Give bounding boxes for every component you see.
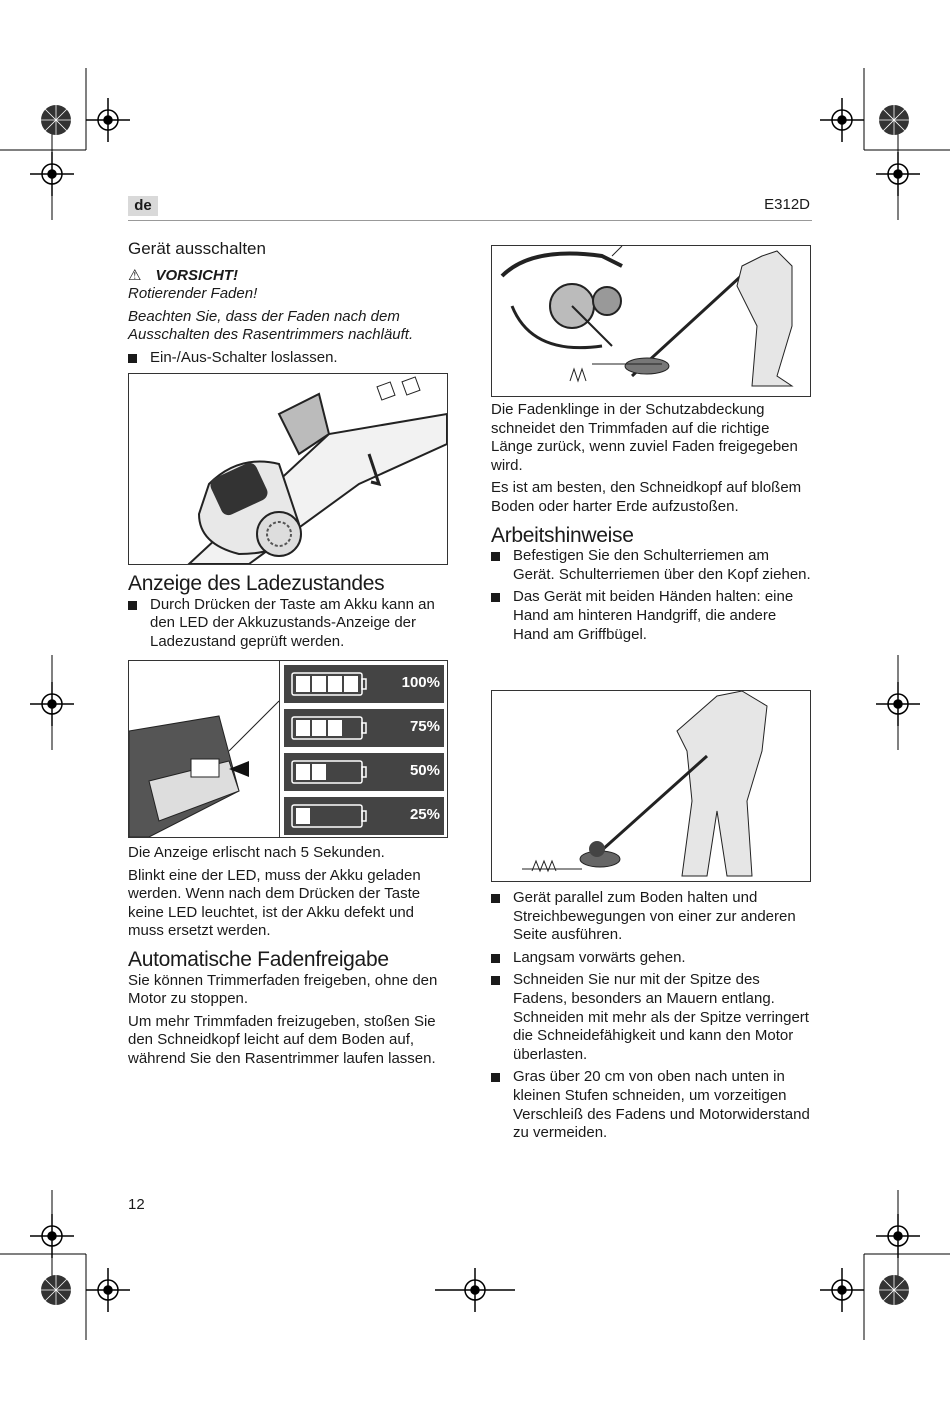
warning-line-2: Beachten Sie, dass der Faden nach dem Ausschalten des Rasentrimmers nachläuft. <box>128 307 414 344</box>
battery-pack-drawing <box>129 661 279 837</box>
section-title-switch-off: Gerät ausschalten <box>128 239 266 258</box>
section-title-work-tips: Arbeitshinweise <box>491 523 634 547</box>
switch-illustration <box>128 373 448 565</box>
battery-indicator-illustration <box>128 660 448 838</box>
work-bullet-5: Schneiden Sie nur mit der Spitze des Fadens, besonders an Mauern entlang. Schneiden mit mehr als der Spitze verringert die Schneidefähigkeit und kann den Motor überlasten. <box>491 971 813 1064</box>
switch-off-bullet: Ein-/Aus-Schalter loslassen. <box>128 349 448 368</box>
battery-level-75: 75% <box>409 718 440 735</box>
work-bullet-2: Das Gerät mit beiden Händen halten: eine Hand am hinteren Handgriff, die andere Hand am Griffbügel. <box>491 588 813 644</box>
right-column-bottom <box>491 889 813 1147</box>
blade-note-2: Es ist am besten, den Schneidkopf auf bloßem Boden oder harter Erde aufzustoßen. <box>491 479 802 515</box>
operator-illustration <box>491 690 811 882</box>
warning-header <box>128 267 448 286</box>
section-title-auto-feed: Automatische Fadenfreigabe <box>128 947 389 971</box>
header-rule <box>128 220 812 221</box>
auto-feed-p2: Um mehr Trimmfaden freizugeben, stoßen Sie den Schneidkopf leicht auf dem Boden auf, während Sie den Rasentrimmer laufen lassen. <box>128 1012 436 1067</box>
right-column-top <box>491 401 813 648</box>
charge-note-2: Blinkt eine der LED, muss der Akku geladen werden. Wenn nach dem Drücken der Taste keine LED leuchtet, ist der Akku defekt und muss ersetzt werden. <box>128 866 421 940</box>
work-bullet-4: Langsam vorwärts gehen. <box>491 949 813 968</box>
language-tag: de <box>128 196 158 216</box>
charge-notes <box>128 844 450 1075</box>
left-column <box>128 240 448 372</box>
model-number: E312D <box>764 196 810 213</box>
battery-level-25: 25% <box>409 806 440 823</box>
battery-levels-panel <box>279 661 448 837</box>
work-bullet-6: Gras über 20 cm von oben nach unten in kleinen Stufen schneiden, um vorzeitigen Verschleiß des Fadens und Motorwiderstand zu vermeiden. <box>491 1068 813 1142</box>
work-bullet-1: Befestigen Sie den Schulterriemen am Gerät. Schulterriemen über den Kopf ziehen. <box>491 547 813 584</box>
warning-line-1: Rotierender Faden! <box>128 285 258 303</box>
battery-level-50: 50% <box>409 762 440 779</box>
warning-triangle-icon: ⚠ <box>128 266 142 284</box>
charge-section <box>128 572 448 655</box>
operator-drawing <box>492 691 810 881</box>
warning-label: VORSICHT! <box>155 266 238 284</box>
cutting-head-illustration <box>491 245 811 397</box>
work-bullet-3: Gerät parallel zum Boden halten und Streichbewegungen von einer zur anderen Seite ausführen. <box>491 889 813 945</box>
charge-note-1: Die Anzeige erlischt nach 5 Sekunden. <box>128 844 385 861</box>
charge-bullet: Durch Drücken der Taste am Akku kann an den LED der Akkuzustands-Anzeige der Ladezustand geprüft werden. <box>128 596 448 652</box>
battery-level-100: 100% <box>401 674 440 691</box>
page-number: 12 <box>128 1196 145 1213</box>
blade-note-1: Die Fadenklinge in der Schutzabdeckung schneidet den Trimmfaden auf die richtige Länge zurück, wenn zuviel Faden freigegeben wird. <box>491 401 798 474</box>
section-title-charge: Anzeige des Ladezustandes <box>128 572 385 595</box>
trigger-switch-drawing <box>129 374 447 564</box>
auto-feed-p1: Sie können Trimmerfaden freigeben, ohne den Motor zu stoppen. <box>128 971 438 1008</box>
trimmer-head-drawing <box>492 246 810 396</box>
